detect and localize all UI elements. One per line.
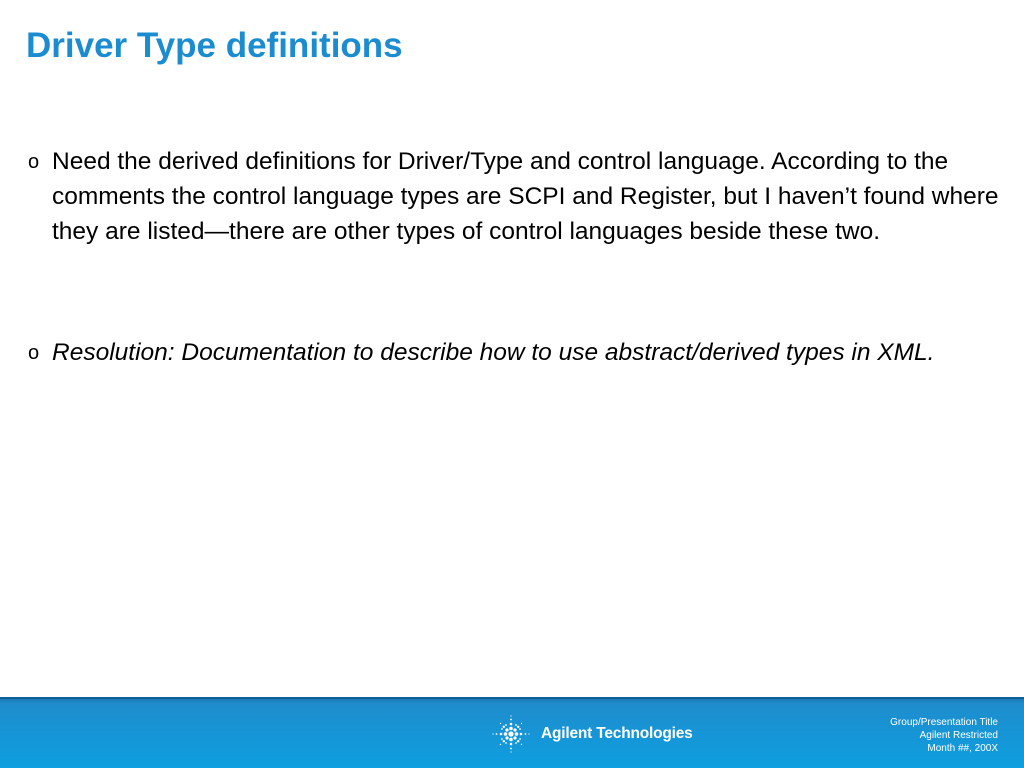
agilent-spark-icon bbox=[492, 715, 530, 753]
bullet-text: Need the derived definitions for Driver/Type and control language. According to the comments the control language types are SCPI and Register, but I haven’t found where they are listed—there are other types of control languages beside these two. bbox=[52, 148, 999, 245]
footer-info bbox=[890, 716, 998, 755]
footer-date: Month ##, 200X bbox=[927, 743, 998, 754]
footer-band bbox=[0, 697, 1024, 768]
company-logo bbox=[492, 715, 693, 753]
slide-title: Driver Type definitions bbox=[26, 26, 403, 65]
bullet-marker: o bbox=[28, 151, 40, 173]
company-name: Agilent Technologies bbox=[541, 725, 693, 742]
footer-divider bbox=[0, 697, 1024, 699]
bullet-item bbox=[28, 335, 1012, 370]
bullet-marker: o bbox=[28, 342, 40, 364]
footer-classification: Agilent Restricted bbox=[919, 730, 998, 741]
bullet-text: Resolution: Documentation to describe how to use abstract/derived types in XML. bbox=[52, 339, 935, 366]
footer-presentation-title: Group/Presentation Title bbox=[890, 717, 998, 728]
bullet-item bbox=[28, 144, 1012, 249]
